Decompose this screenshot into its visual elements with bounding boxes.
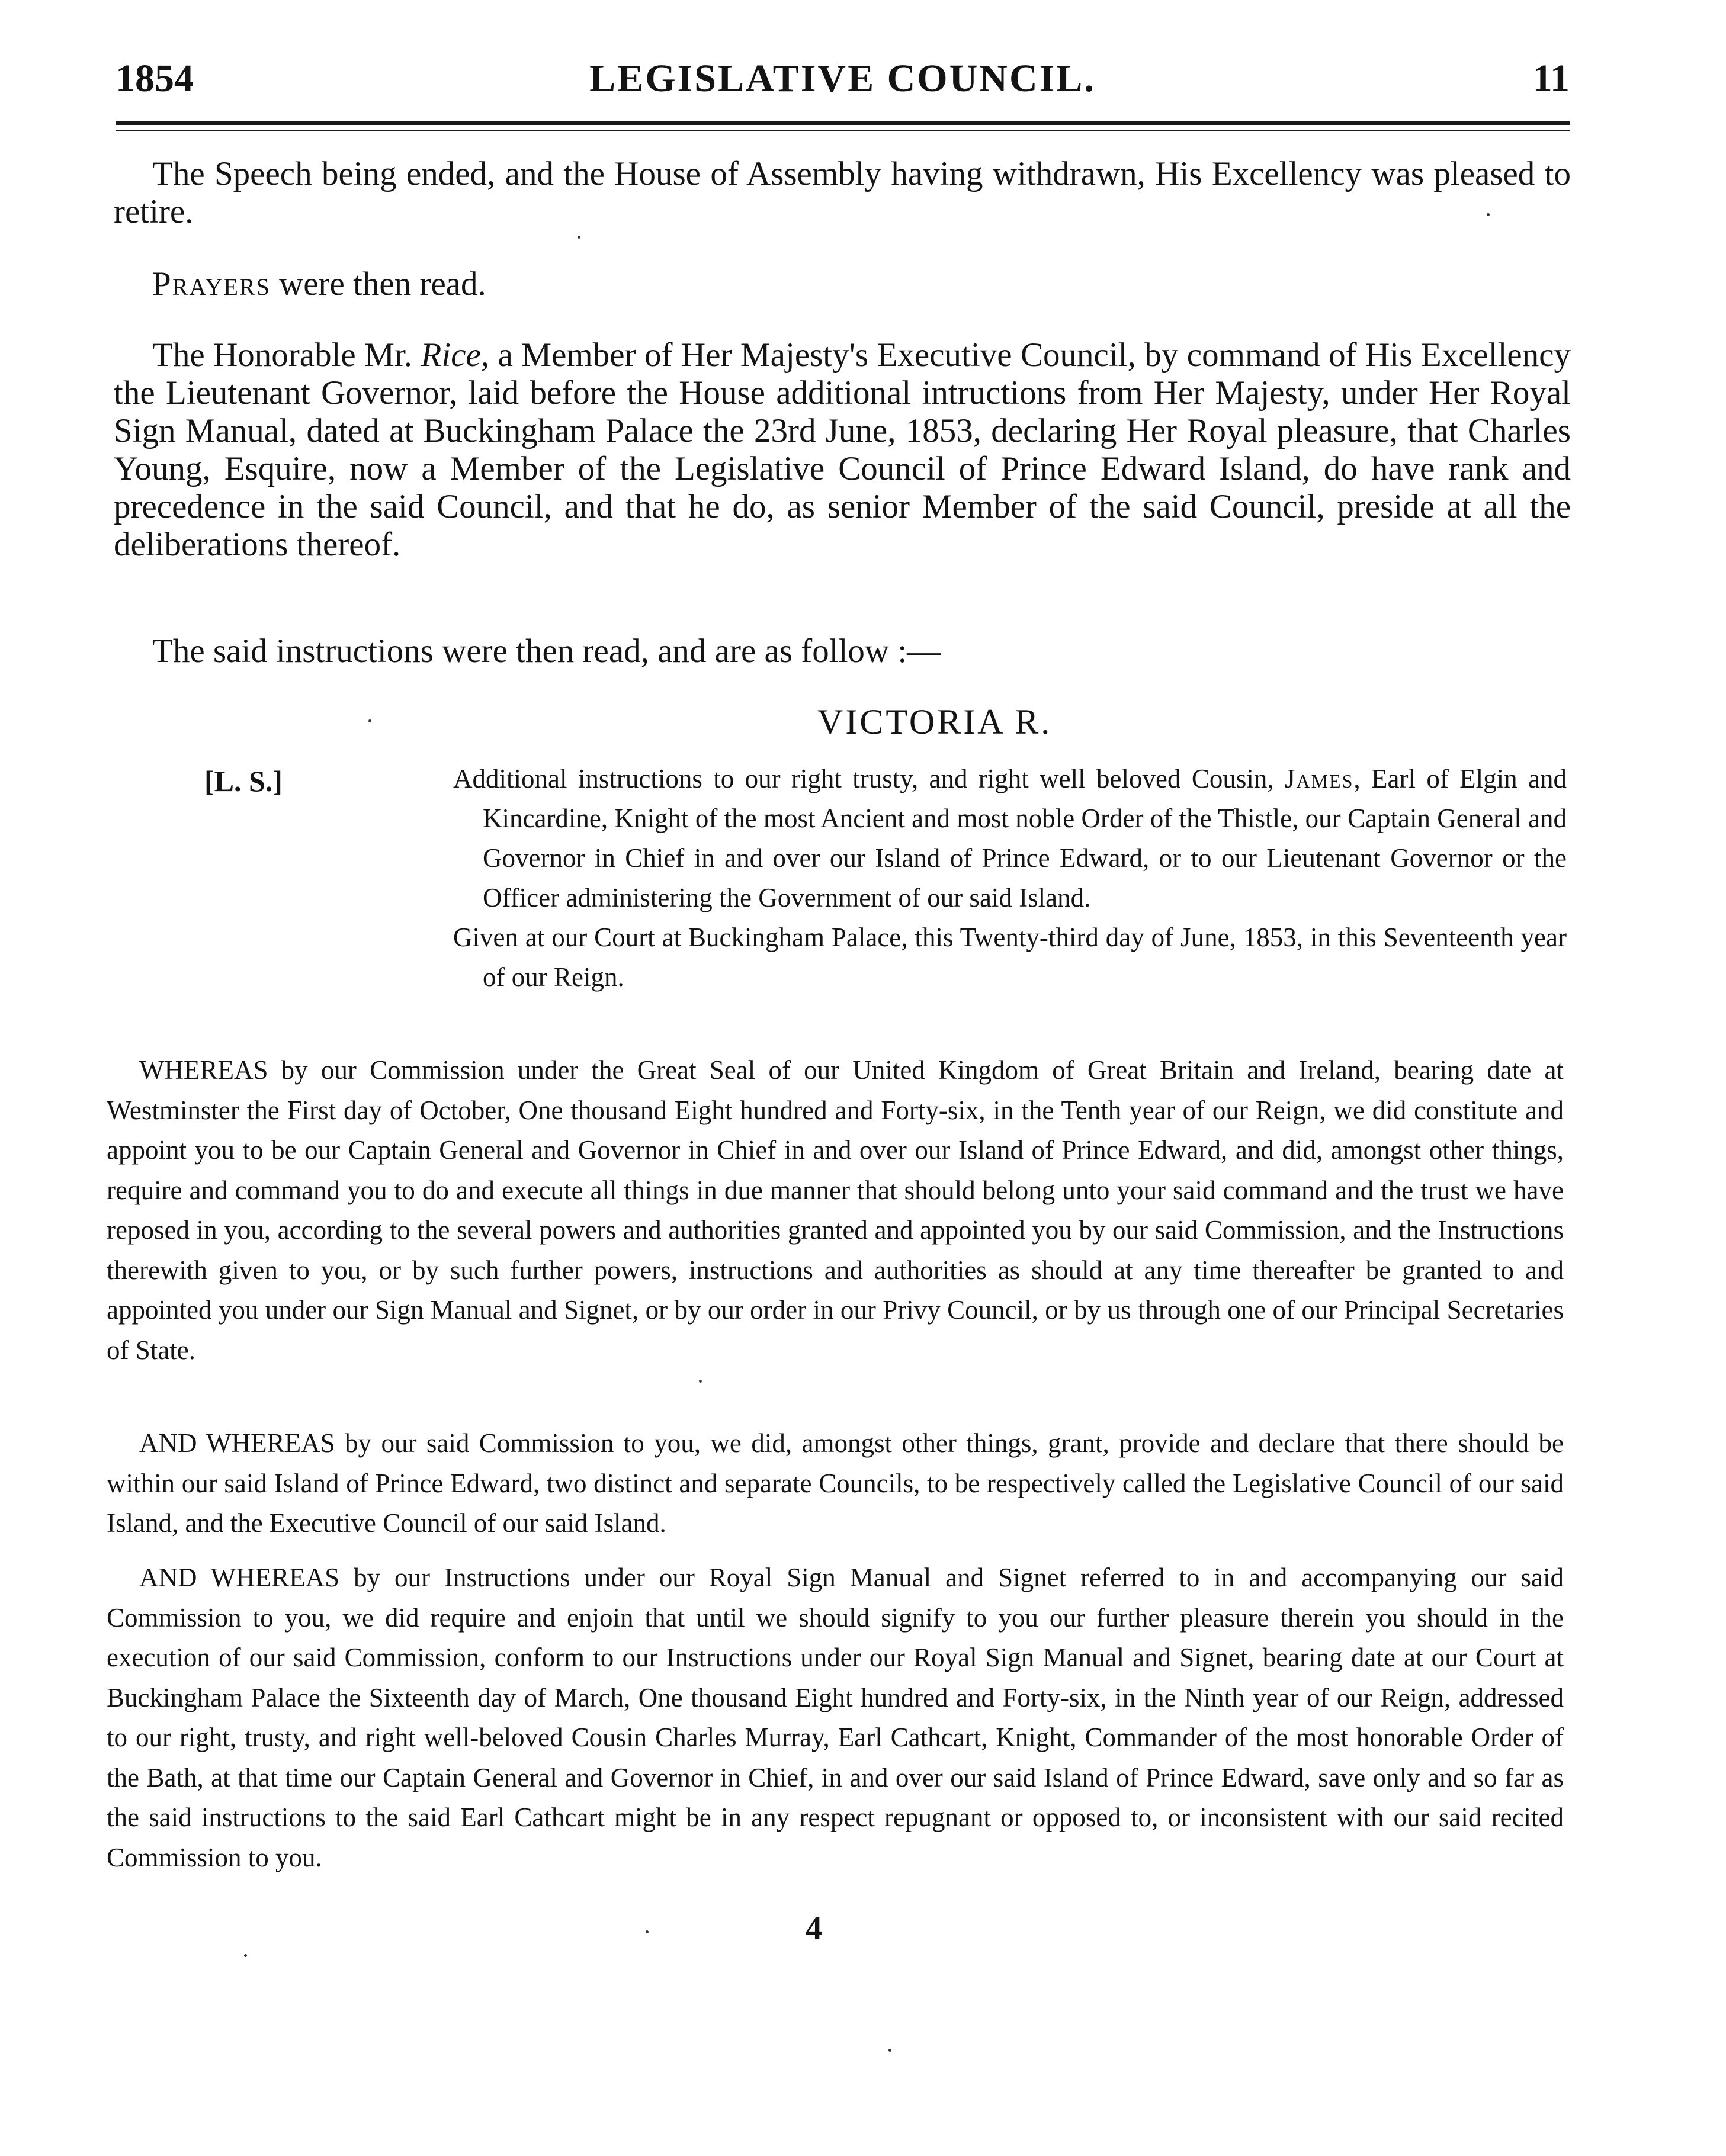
- header-year: 1854: [116, 57, 194, 100]
- member-name-rice: Rice: [421, 336, 481, 374]
- whereas-instructions-paragraph: AND WHEREAS by our Instructions under our Royal Sign Manual and Signet referred to in and accompanying our said Commission to you, we did require and enjoin that until we should signify to you our further pleasure therein you should in the execution of our said Commission, conform to our Instructions under our Royal Sign Manual and Signet, bearing date at our Court at Buckingham Palace the Sixteenth day of March, One thousand Eight hundred and Forty-six, in the Ninth year of our Reign, addressed to our right, trusty, and right well-beloved Cousin Charles Murray, Earl Cathcart, Knight, Commander of the most honorable Order of the Bath, at that time our Captain General and Governor in Chief, in and over our said Island of Prince Edward, save only and so far as the said instructions to the said Earl Cathcart might be in any respect repugnant or opposed to, or inconsistent with our said recited Commission to you.: [107, 1563, 1564, 1872]
- header-title: LEGISLATIVE COUNCIL.: [589, 57, 1096, 100]
- additional-instructions-block: [453, 759, 1567, 997]
- whereas-commission-paragraph: WHEREAS by our Commission under the Great Seal of our United Kingdom of Great Britain and Ireland, bearing date at Westminster the First day of October, One thousand Eight hundred and Forty-six, in the Tenth year of our Reign, we did constitute and appoint you to be our Captain General and Governor in Chief in and over our Island of Prince Edward, and did, amongst other things, require and command you to do and execute all things in due manner that should belong unto your said command and the trust we have reposed in you, according to the several powers and authorities granted and appointed you by our said Commission, and the Instructions therewith given to you, or by such further powers, instructions and authorities as should at any time thereafter be granted to and appointed you under our Sign Manual and Signet, or by our order in our Privy Council, or by us through one of our Principal Secretaries of State.: [107, 1055, 1564, 1365]
- prayers-smallcaps: Prayers: [152, 265, 271, 303]
- print-speck: [1487, 213, 1490, 216]
- print-speck: [699, 1380, 702, 1383]
- paragraph-instructions-read: The said instructions were then read, and are as follow :—: [152, 632, 941, 670]
- page-number: 11: [1532, 57, 1570, 100]
- addressee-name: James: [1284, 764, 1354, 793]
- paragraph-prayers: Prayers were then read.: [152, 265, 486, 303]
- paragraph-additional-instructions: The Honorable Mr. Rice, a Member of Her Majesty's Executive Council, by command of His Excellency the Lieutenant Governor, laid before the House additional intructions from Her Majesty, under Her Royal Sign Manual, dated at Buckingham Palace the 23rd June, 1853, declaring Her Royal pleasure, that Charles Young, Esquire, now a Member of the Legislative Council of Prince Edward Island, do have rank and precedence in the said Council, and that he do, as senior Member of the said Council, preside at all the deliberations thereof.: [114, 336, 1571, 563]
- print-speck: [368, 719, 371, 722]
- given-at-court-paragraph: Given at our Court at Buckingham Palace, this Twenty-third day of June, 1853, in this Seventeenth year of our Reign.: [453, 923, 1567, 992]
- header-rule-thin: [116, 130, 1570, 131]
- print-speck: [578, 236, 580, 239]
- seal-mark: [L. S.]: [204, 764, 283, 798]
- running-header: [116, 56, 1570, 110]
- signature-mark: 4: [806, 1910, 822, 1947]
- royal-signature-heading: VICTORIA R.: [817, 702, 1053, 741]
- addressee-paragraph: Additional instructions to our right trusty, and right well beloved Cousin, James, Earl of Elgin and Kincardine, Knight of the most Ancient and most noble Order of the Thistle, our Captain General and Governor in Chief in and over our Island of Prince Edward, or to our Lieutenant Governor or the Officer administering the Government of our said Island.: [453, 764, 1567, 912]
- print-speck: [888, 2049, 891, 2052]
- whereas-councils-paragraph: AND WHEREAS by our said Commission to you, we did, amongst other things, grant, provide and declare that there should be within our said Island of Prince Edward, two distinct and separate Councils, to be respectively called the Legislative Council of our said Island, and the Executive Council of our said Island.: [107, 1428, 1564, 1538]
- paragraph-speech-ended: The Speech being ended, and the House of Assembly having withdrawn, His Excellency was pleased to retire.: [114, 155, 1571, 230]
- print-speck: [244, 1954, 247, 1957]
- header-rule-thick: [116, 121, 1570, 125]
- print-speck: [646, 1930, 649, 1933]
